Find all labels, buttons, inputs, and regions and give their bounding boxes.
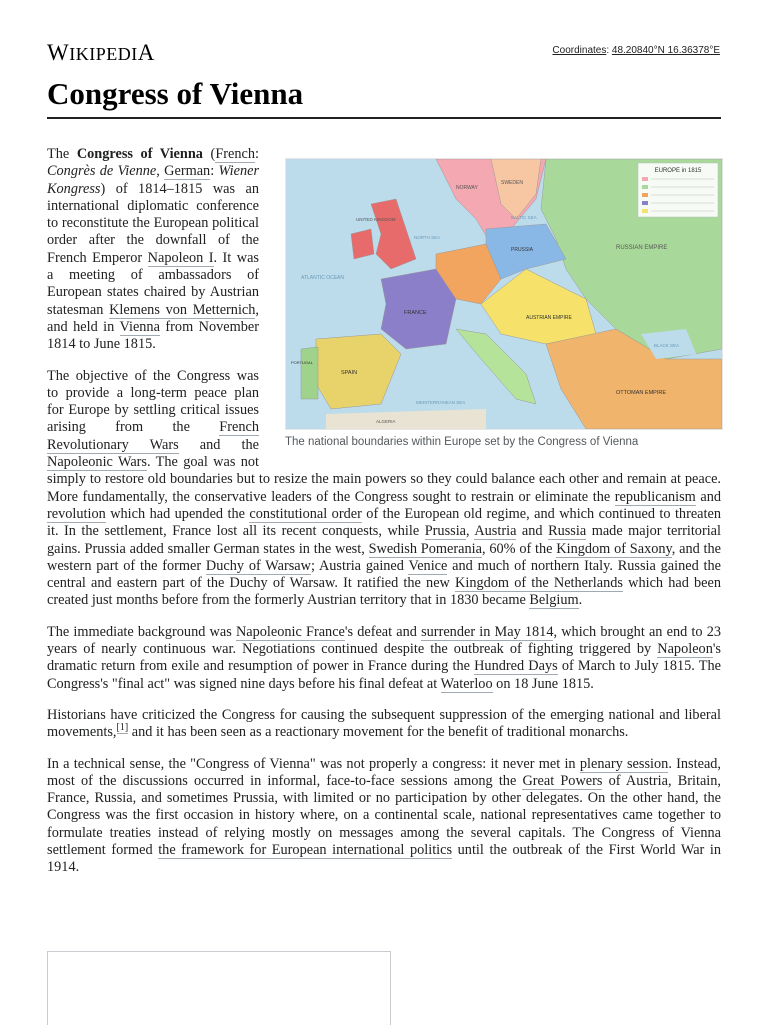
- coordinates-label[interactable]: Coordinates: [552, 45, 607, 56]
- map-label-algeria: ALGERIA: [376, 419, 396, 424]
- paragraph-1: The Congress of Vienna (French: Congrès de Vienne, German: Wiener Kongress) of 1814–1815 was an international diplomatic conference to reconstitute the European political order after the downfall of the French Emperor Napoleon I. It was a meeting of ambassadors of European states chaired by Austrian statesman Klemens von Metternich, and held in Vienna from November 1814 to June 1815.: [47, 146, 260, 353]
- map-title: EUROPE in 1815: [654, 168, 702, 174]
- link-venice[interactable]: Venice: [408, 557, 448, 574]
- europe-1815-map[interactable]: [285, 158, 723, 430]
- map-label-austria: AUSTRIAN EMPIRE: [526, 315, 572, 321]
- link-austria[interactable]: Austria: [474, 523, 517, 540]
- link-constitutional-order[interactable]: constitutional order: [249, 505, 362, 522]
- map-caption: The national boundaries within Europe set by the Congress of Vienna: [285, 436, 639, 448]
- map-label-prussia: PRUSSIA: [511, 247, 533, 253]
- map-label-norway: NORWAY: [456, 185, 478, 191]
- link-napoleonic-wars[interactable]: Napoleonic Wars: [47, 454, 147, 471]
- coordinates: Coordinates: 48.20840°N 16.36378°E: [552, 45, 720, 56]
- map-label-france: FRANCE: [404, 310, 427, 316]
- map-label-portugal: PORTUGAL: [291, 360, 313, 365]
- map-label-atlantic: ATLANTIC OCEAN: [301, 275, 344, 281]
- link-waterloo[interactable]: Waterloo: [440, 675, 493, 692]
- map-label-russia: RUSSIAN EMPIRE: [616, 245, 668, 251]
- map-label-mediterranean: MEDITERRANEAN SEA: [416, 400, 466, 405]
- link-kingdom-of-saxony[interactable]: Kingdom of Saxony: [556, 540, 672, 557]
- wikipedia-logo[interactable]: WIKIPEDIA: [47, 40, 155, 65]
- map-label-ottoman: OTTOMAN EMPIRE: [616, 390, 667, 396]
- link-republicanism[interactable]: republicanism: [614, 488, 696, 505]
- article-body: [47, 146, 721, 891]
- link-russia[interactable]: Russia: [548, 523, 587, 540]
- paragraph-5: In a technical sense, the "Congress of Vienna" was not properly a congress: it never met in plenary session. Instead, most of the discussions occurred in informal, face-to-face sessions among the Great Powers of Austria, Britain, France, Russia, and sometimes Prussia, with limited or no participation by other delegates. On the other hand, the Congress was the first occasion in history where, on a continental scale, national representatives came together to formulate treaties instead of relying mostly on messages among the several capitals. The Congress of Vienna settlement formed the framework for European international politics until the outbreak of the First World War in 1914.: [47, 755, 722, 876]
- link-great-powers[interactable]: Great Powers: [522, 772, 603, 789]
- link-hundred-days[interactable]: Hundred Days: [474, 658, 558, 675]
- link-revolution[interactable]: revolution: [47, 505, 106, 522]
- link-french-revolutionary-wars[interactable]: French Revolutionary Wars: [47, 419, 259, 453]
- map-figure: [285, 158, 721, 449]
- link-french[interactable]: French: [215, 146, 256, 162]
- paragraph-2: The objective of the Congress was to provide a long-term peace plan for Europe by settling critical issues arising from the French Revolutionary Wars and the Napoleonic Wars. The goal was not simply to restore old boundaries but to resize the main powers so they could balance each other and remain at peace. More fundamentally, the conservative leaders of the Congress sought to restrain or eliminate the republicanism and revolution which had upended the constitutional order of the European old regime, and which continued to threaten it. In the settlement, France lost all its recent conquests, while Prussia, Austria and Russia made major territorial gains. Prussia added smaller German states in the west, Swedish Pomerania, 60% of the Kingdom of Saxony, and the western part of the former Duchy of Warsaw; Austria gained Venice and much of northern Italy. Russia gained the central and eastern part of the Duchy of Warsaw. It ratified the new Kingdom of the Netherlands which had been created just months before from the formerly Austrian territory that in 1830 became Belgium.: [47, 367, 722, 609]
- paragraph-4: Historians have criticized the Congress for causing the subsequent suppression of the emerging national and liberal movements,[1] and it has been seen as a reactionary movement for the benefit of traditional monarchs.: [47, 706, 721, 741]
- link-napoleon[interactable]: Napoleon: [657, 641, 713, 658]
- link-metternich[interactable]: Klemens von Metternich: [109, 301, 256, 318]
- link-plenary-session[interactable]: plenary session: [579, 755, 669, 772]
- map-label-black-sea: BLACK SEA: [654, 343, 680, 348]
- link-duchy-of-warsaw[interactable]: Duchy of Warsaw: [205, 557, 311, 574]
- link-swedish-pomerania[interactable]: Swedish Pomerania: [368, 540, 482, 557]
- link-napoleon-i[interactable]: Napoleon I: [147, 249, 214, 266]
- link-german[interactable]: German: [164, 163, 211, 180]
- coordinates-link[interactable]: 48.20840°N 16.36378°E: [611, 45, 720, 56]
- page-title: Congress of Vienna: [47, 76, 304, 111]
- paragraph-3: The immediate background was Napoleonic France's defeat and surrender in May 1814, which brought an end to 23 years of nearly continuous war. Negotiations continued despite the outbreak of fighting triggered by Napoleon's dramatic return from exile and resumption of power in France during the Hundred Days of March to July 1815. The Congress's "final act" was signed nine days before his final defeat at Waterloo on 18 June 1815.: [47, 623, 721, 692]
- link-prussia[interactable]: Prussia: [424, 523, 467, 540]
- citation-1[interactable]: [1]: [116, 722, 129, 734]
- map-label-uk: UNITED KINGDOM: [356, 217, 396, 222]
- map-label-north-sea: NORTH SEA: [414, 235, 441, 240]
- map-label-spain: SPAIN: [341, 370, 358, 376]
- link-international-politics[interactable]: the framework for European international politics: [158, 841, 453, 858]
- map-label-baltic: BALTIC SEA: [511, 215, 537, 220]
- link-belgium[interactable]: Belgium: [529, 592, 579, 609]
- link-surrender-may-1814[interactable]: surrender in May 1814: [421, 623, 554, 640]
- link-vienna[interactable]: Vienna: [119, 318, 160, 335]
- map-label-sweden: SWEDEN: [501, 180, 523, 186]
- link-kingdom-of-the-netherlands[interactable]: Kingdom of the Netherlands: [455, 575, 623, 592]
- contents-box: [47, 951, 391, 1025]
- title-divider: [47, 117, 721, 119]
- link-napoleonic-france[interactable]: Napoleonic France: [235, 623, 345, 640]
